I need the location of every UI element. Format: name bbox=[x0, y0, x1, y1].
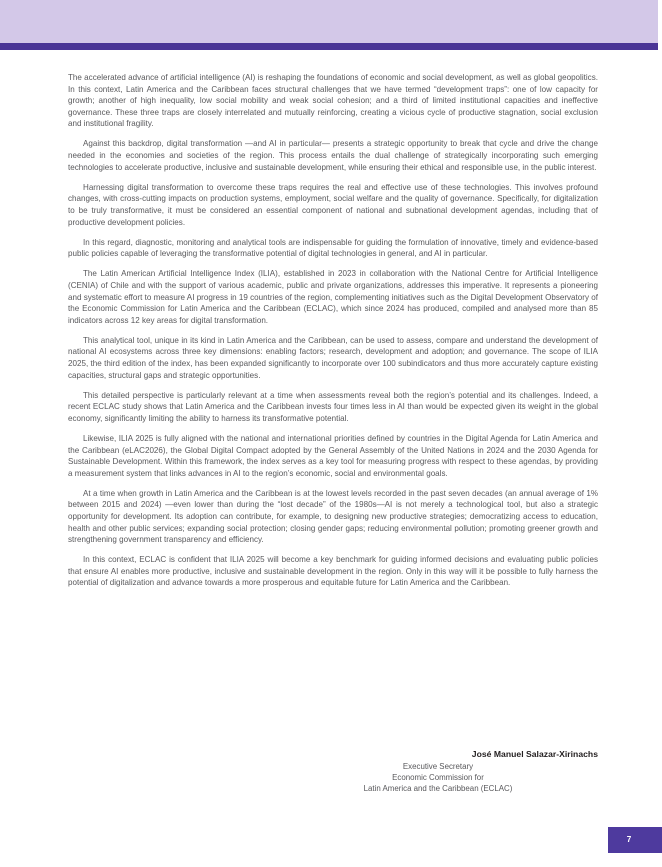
header-band-dark bbox=[0, 43, 658, 50]
signatory-details bbox=[68, 761, 598, 794]
paragraph-10: In this context, ECLAC is confident that ILIA 2025 will become a key benchmark for guiding informed decisions and evaluating public policies that ensure AI enables more productive, inclusive and sustainable development in the region. Only in this way will it be possible to fully harness the potential of digitalization and advance towards a more prosperous and equitable future for Latin America and the Caribbean. bbox=[68, 555, 598, 588]
header-band-light bbox=[0, 0, 658, 43]
paragraph-5: The Latin American Artificial Intelligence Index (ILIA), established in 2023 in collaboration with the National Centre for Artificial Intelligence (CENIA) of Chile and with the support of various academic, public and private organizations, addresses this imperative. It represents a pioneering and systematic effort to measure AI progress in 19 countries of the region, complementing initiatives such as the Digital Development Observatory of the Economic Commission for Latin America and the Caribbean (ECLAC), which since 2024 has produced, compiled and analysed more than 85 indicators across 12 key areas for digital transformation. bbox=[68, 269, 598, 325]
signatory-name: José Manuel Salazar-Xirinachs bbox=[471, 749, 598, 759]
page-header-band bbox=[0, 0, 662, 50]
signatory-organization-line-1: Economic Commission for bbox=[392, 773, 484, 782]
paragraph-3: Harnessing digital transformation to overcome these traps requires the real and effective use of these technologies. This involves profound changes, with cross-cutting impacts on production systems, employment, social welfare and the quality of governance. Specifically, for digitalization to be truly transformative, it must be considered an essential component of national and subnational development agendas, including that of productive development policies. bbox=[68, 182, 598, 227]
signatory-title: Executive Secretary bbox=[402, 762, 474, 771]
page-number-box bbox=[608, 827, 662, 853]
document-body bbox=[68, 72, 598, 598]
paragraph-2: Against this backdrop, digital transformation —and AI in particular— presents a strategic opportunity to break that cycle and drive the change needed in the economies and societies of the region. This process entails the dual challenge of strategically incorporating such emerging technologies to accelerate productive, inclusive and sustainable development, while ensuring their ethical and responsible use, in the public interest. bbox=[68, 139, 598, 172]
paragraph-7: This detailed perspective is particularly relevant at a time when assessments reveal both the region’s potential and its challenges. Indeed, a recent ECLAC study shows that Latin America and the Caribbean invests four times less in AI than would be expected given its weight in the global economy, significantly limiting the ability to harness its transformative potential. bbox=[68, 390, 598, 423]
signature-block bbox=[68, 748, 598, 794]
paragraph-6: This analytical tool, unique in its kind in Latin America and the Caribbean, can be used to assess, compare and understand the development of national AI ecosystems across three key dimensions: enabling factors; research, development and adoption; and governance. The scope of ILIA 2025, the third edition of the index, has been expanded significantly to incorporate over 100 subindicators and thus more accurately capture existing capacities, structural gaps and strategic opportunities. bbox=[68, 335, 598, 380]
signatory-organization-line-2: Latin America and the Caribbean (ECLAC) bbox=[363, 784, 513, 793]
paragraph-1: The accelerated advance of artificial intelligence (AI) is reshaping the foundations of economic and social development, as well as global geopolitics. In this context, Latin America and the Caribbean faces structural challenges that we have termed “development traps”: one of low capacity for growth; another of high inequality, low social mobility and weak social cohesion; and a third of limited institutional capacities and ineffective governance. These three traps are closely interrelated and mutually reinforcing, creating a vicious cycle of productive stagnation, social exclusion and institutional fragility. bbox=[68, 73, 598, 129]
paragraph-4: In this regard, diagnostic, monitoring and analytical tools are indispensable for guiding the formulation of innovative, timely and evidence-based public policies capable of leveraging the transformative potential of digital technologies in general, and AI in particular. bbox=[68, 237, 598, 259]
paragraph-9: At a time when growth in Latin America and the Caribbean is at the lowest levels recorded in the past seven decades (an annual average of 1% between 2015 and 2024) —even lower than during the “lost decade” of the 1980s—AI is not merely a technological tool, but also a strategic opportunity for development. Its adoption can contribute, for example, to designing new productive strategies; democratizing access to education, health and other public services; expanding social protection; closing gender gaps; reducing environmental pollution; promoting greener growth and strengthening government transparency and efficiency. bbox=[68, 488, 598, 545]
paragraph-8: Likewise, ILIA 2025 is fully aligned with the national and international priorities defined by countries in the Digital Agenda for Latin America and the Caribbean (eLAC2026), the Global Digital Compact adopted by the General Assembly of the United Nations in 2024 and the 2030 Agenda for Sustainable Development. Within this framework, the index serves as a key tool for measuring progress with respect to these agendas, by providing a measurement system that links advances in AI to the region’s economic, social and environmental goals. bbox=[68, 433, 598, 478]
page-number: 7 bbox=[626, 835, 632, 844]
header-band-right-edge bbox=[658, 0, 662, 50]
